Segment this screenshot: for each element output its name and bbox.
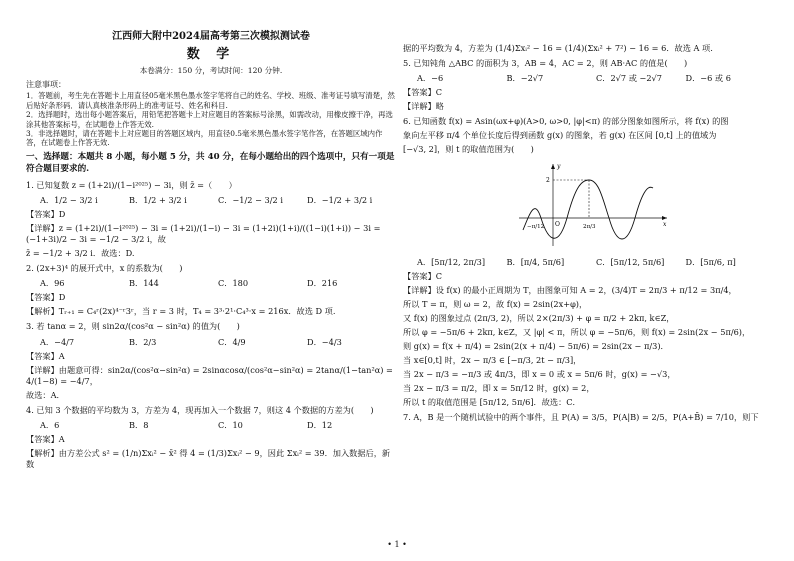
option-d: D．216 xyxy=(307,278,338,289)
detail-6-line: 当 2x − π/3 = π/2，即 x = 5π/12 时，g(x) = 2， xyxy=(403,383,595,394)
option-b: B．[π/4, 5π/6] xyxy=(506,256,565,267)
answer-5: 【答案】C xyxy=(403,87,443,98)
option-d: D．12 xyxy=(307,419,333,430)
origin-label: O xyxy=(555,220,560,228)
detail-6-line: 当 2x − π/3 = −π/3 或 4π/3，即 x = 0 或 x = 5π/6 时，g(x) = −√3， xyxy=(403,369,676,380)
option-c: C．−1/2 − 3/2 i xyxy=(218,194,283,205)
answer-2: 【答案】D xyxy=(26,292,66,303)
option-a: A．−4/7 xyxy=(40,336,75,347)
option-b: B．8 xyxy=(129,419,149,430)
x-axis-arrow xyxy=(662,216,667,220)
option-b: B．144 xyxy=(129,278,159,289)
subject-title: 数 学 xyxy=(186,46,236,62)
question-6-cont: [−√3, 2]，则 t 的取值范围为( ) xyxy=(403,144,534,155)
note-item: 2．选择题时，选出每小题答案后，用铅笔把答题卡上对应题目的答案标号涂黑，如需改动，用橡皮擦干净，再选涂其他答案标号，在试题卷上作答无效. xyxy=(26,110,393,129)
option-b: B．2/3 xyxy=(129,336,157,347)
option-c: C．[5π/12, 5π/6] xyxy=(596,256,665,267)
detail-6-line: 所以 t 的取值范围是 [5π/12, 5π/6]．故选：C． xyxy=(403,397,581,408)
y-tick: 2 xyxy=(546,176,550,184)
detail-6-line: 则 g(x) = f(x + π/4) = 2sin(2(x + π/4) − 5π/6) = 2sin(2x − π/3)． xyxy=(403,340,669,351)
option-b: B．−2√7 xyxy=(506,73,544,84)
detail-6-line: 【详解】设 f(x) 的最小正周期为 T，由图象可知 A = 2，(3/4)T = 2π/3 + π/12 = 3π/4， xyxy=(403,284,737,295)
option-a: A．96 xyxy=(40,278,65,289)
page-number: • 1 • xyxy=(387,540,407,549)
option-a: A．−6 xyxy=(417,73,444,84)
right-column xyxy=(403,40,775,423)
y-label: y xyxy=(557,162,561,170)
detail-6-line: 所以 φ = −5π/6 + 2kπ, k∈Z，又 |φ| < π，所以 φ = −5π/6，则 f(x) = 2sin(2x − 5π/6)， xyxy=(403,326,751,337)
question-1: 1. 已知复数 z = (1+2i)/(1−i²⁰²⁵) − 3i，则 z̄ =（ ） xyxy=(26,179,237,190)
option-d: D．−4/3 xyxy=(307,336,342,347)
detail-4-cont: 据的平均数为 4，方差为 (1/4)Σxᵢ² − 16 = (1/4)(Σxᵢ² + 7²) − 16 = 6．故选 A 项. xyxy=(403,43,713,53)
x-tick-neg: −π/12 xyxy=(527,223,545,230)
detail-3-conclusion: 故选：A． xyxy=(26,389,65,400)
question-2-options xyxy=(40,278,396,289)
curve xyxy=(523,180,653,239)
answer-3: 【答案】A xyxy=(26,350,65,361)
detail-6-line: 又 f(x) 的图象过点 (2π/3, 2)，所以 2×(2π/3) + φ = π/2 + 2kπ, k∈Z， xyxy=(403,312,675,323)
detail-6-line: 所以 T = π，则 ω = 2，故 f(x) = 2sin(2x+φ)， xyxy=(403,298,588,309)
question-4: 4. 已知 3 个数据的平均数为 3，方差为 4，现再加入一个数据 7，则这 4 个数据的方差为( ) xyxy=(26,404,374,415)
answer-6: 【答案】C xyxy=(403,270,443,281)
question-3-options xyxy=(40,337,396,348)
note-item: 3．非选择题时，请在答题卡上对应题目的答题区域内，用直径0.5毫米黑色墨水签字笔作答，在答题区域内作答，在试题卷上作答无效. xyxy=(26,128,383,148)
answer-1: 【答案】D xyxy=(26,208,66,219)
detail-3: 【详解】由题意可得：sin2α/(cos²α−sin²α) = 2sinαcosα/(cos²α−sin²α) = 2tanα/(1−tan²α) = 4/(1−8) = −4/7， xyxy=(26,364,393,386)
question-5: 5. 已知钝角 △ABC 的面积为 3，AB = 4，AC = 2，则 AB·AC 的值是( ) xyxy=(403,58,688,69)
question-4-options xyxy=(40,420,396,431)
x-tick-pos: 2π/3 xyxy=(583,223,596,230)
option-d: D．−6 或 6 xyxy=(685,73,731,84)
option-c: C．10 xyxy=(218,419,243,430)
sine-graph xyxy=(513,160,673,250)
detail-6-line: 当 x∈[0,t] 时，2x − π/3 ∈ [−π/3, 2t − π/3]， xyxy=(403,355,582,365)
notes-title: 注意事项： xyxy=(26,80,66,90)
option-b: B．1/2 + 3/2 i xyxy=(129,194,187,205)
note-item: 1．答题前，考生先在答题卡上用直径05毫米黑色墨水签字笔将自己的姓名、学校、班级、准考证号填写清楚，然后贴好条形码．请认真核准条形码上的准考证号、姓名和科目. xyxy=(26,91,395,110)
detail-1: 【详解】z = (1+2i)/(1−i²⁰²⁵) − 3i = (1+2i)/(1−i) − 3i = (1+2i)(1+i)/((1−i)(1+i)) − 3i = (−1+3i)/2 − 3i = −1/2 − 3/2 i，故 xyxy=(26,223,381,245)
option-c: C．180 xyxy=(218,278,249,289)
option-c: C．2√7 或 −2√7 xyxy=(596,73,662,84)
exam-title: 江西师大附中2024届高考第三次模拟测试卷 xyxy=(112,31,310,42)
detail-2: 【解析】Tᵣ₊₁ = C₄ʳ(2x)⁴⁻ʳ3ʳ，当 r = 3 时，T₄ = 3³·2¹·C₄³·x = 216x．故选 D 项. xyxy=(26,306,336,317)
question-6-options xyxy=(417,257,775,268)
detail-4: 【解析】由方差公式 s² = (1/n)Σxᵢ² − x̄² 得 4 = (1/3)Σxᵢ² − 9，因此 Σxᵢ² = 39．加入数据后，新数 xyxy=(26,448,391,470)
answer-4: 【答案】A xyxy=(26,433,65,444)
option-c: C．4/9 xyxy=(218,336,246,347)
section-heading: 一、选择题：本题共 8 小题，每小题 5 分，共 40 分，在每小题给出的四个选项中，只有一项是符合题目要求的. xyxy=(26,151,395,175)
option-d: D．−1/2 + 3/2 i xyxy=(307,194,373,205)
detail-1-cont: z̄ = −1/2 + 3/2 i．故选：D. xyxy=(26,248,135,259)
question-5-options xyxy=(417,73,775,84)
question-7: 7. A，B 是一个随机试验中的两个事件，且 P(A) = 3/5，P(A|B) = 2/5，P(A+B̄) = 7/10，则下 xyxy=(403,412,759,423)
option-a: A．1/2 − 3/2 i xyxy=(40,194,98,205)
question-3: 3. 若 tanα = 2，则 sin2α/(cos²α − sin²α) 的值为( ) xyxy=(26,321,240,332)
left-column xyxy=(26,30,396,470)
x-label: x xyxy=(663,220,667,228)
question-1-options xyxy=(40,195,396,206)
detail-5: 【详解】略 xyxy=(403,101,444,112)
question-6-cont: 象向左平移 π/4 个单位长度后得到函数 g(x) 的图象，若 g(x) 在区间 [0,t] 上的值域为 xyxy=(403,130,717,141)
option-a: A．6 xyxy=(40,419,60,430)
question-6: 6. 已知函数 f(x) = Asin(ωx+φ)(A>0, ω>0, |φ|<π) 的部分图象如图所示，将 f(x) 的图 xyxy=(403,116,729,127)
exam-info: 本卷满分：150 分，考试时间：120 分钟. xyxy=(139,66,283,76)
option-d: D．[5π/6, π] xyxy=(685,256,736,267)
y-axis-arrow xyxy=(551,164,555,169)
question-2: 2. (2x+3)⁴ 的展开式中，x 的系数为( ) xyxy=(26,263,183,274)
option-a: A．[5π/12, 2π/3] xyxy=(417,256,486,267)
